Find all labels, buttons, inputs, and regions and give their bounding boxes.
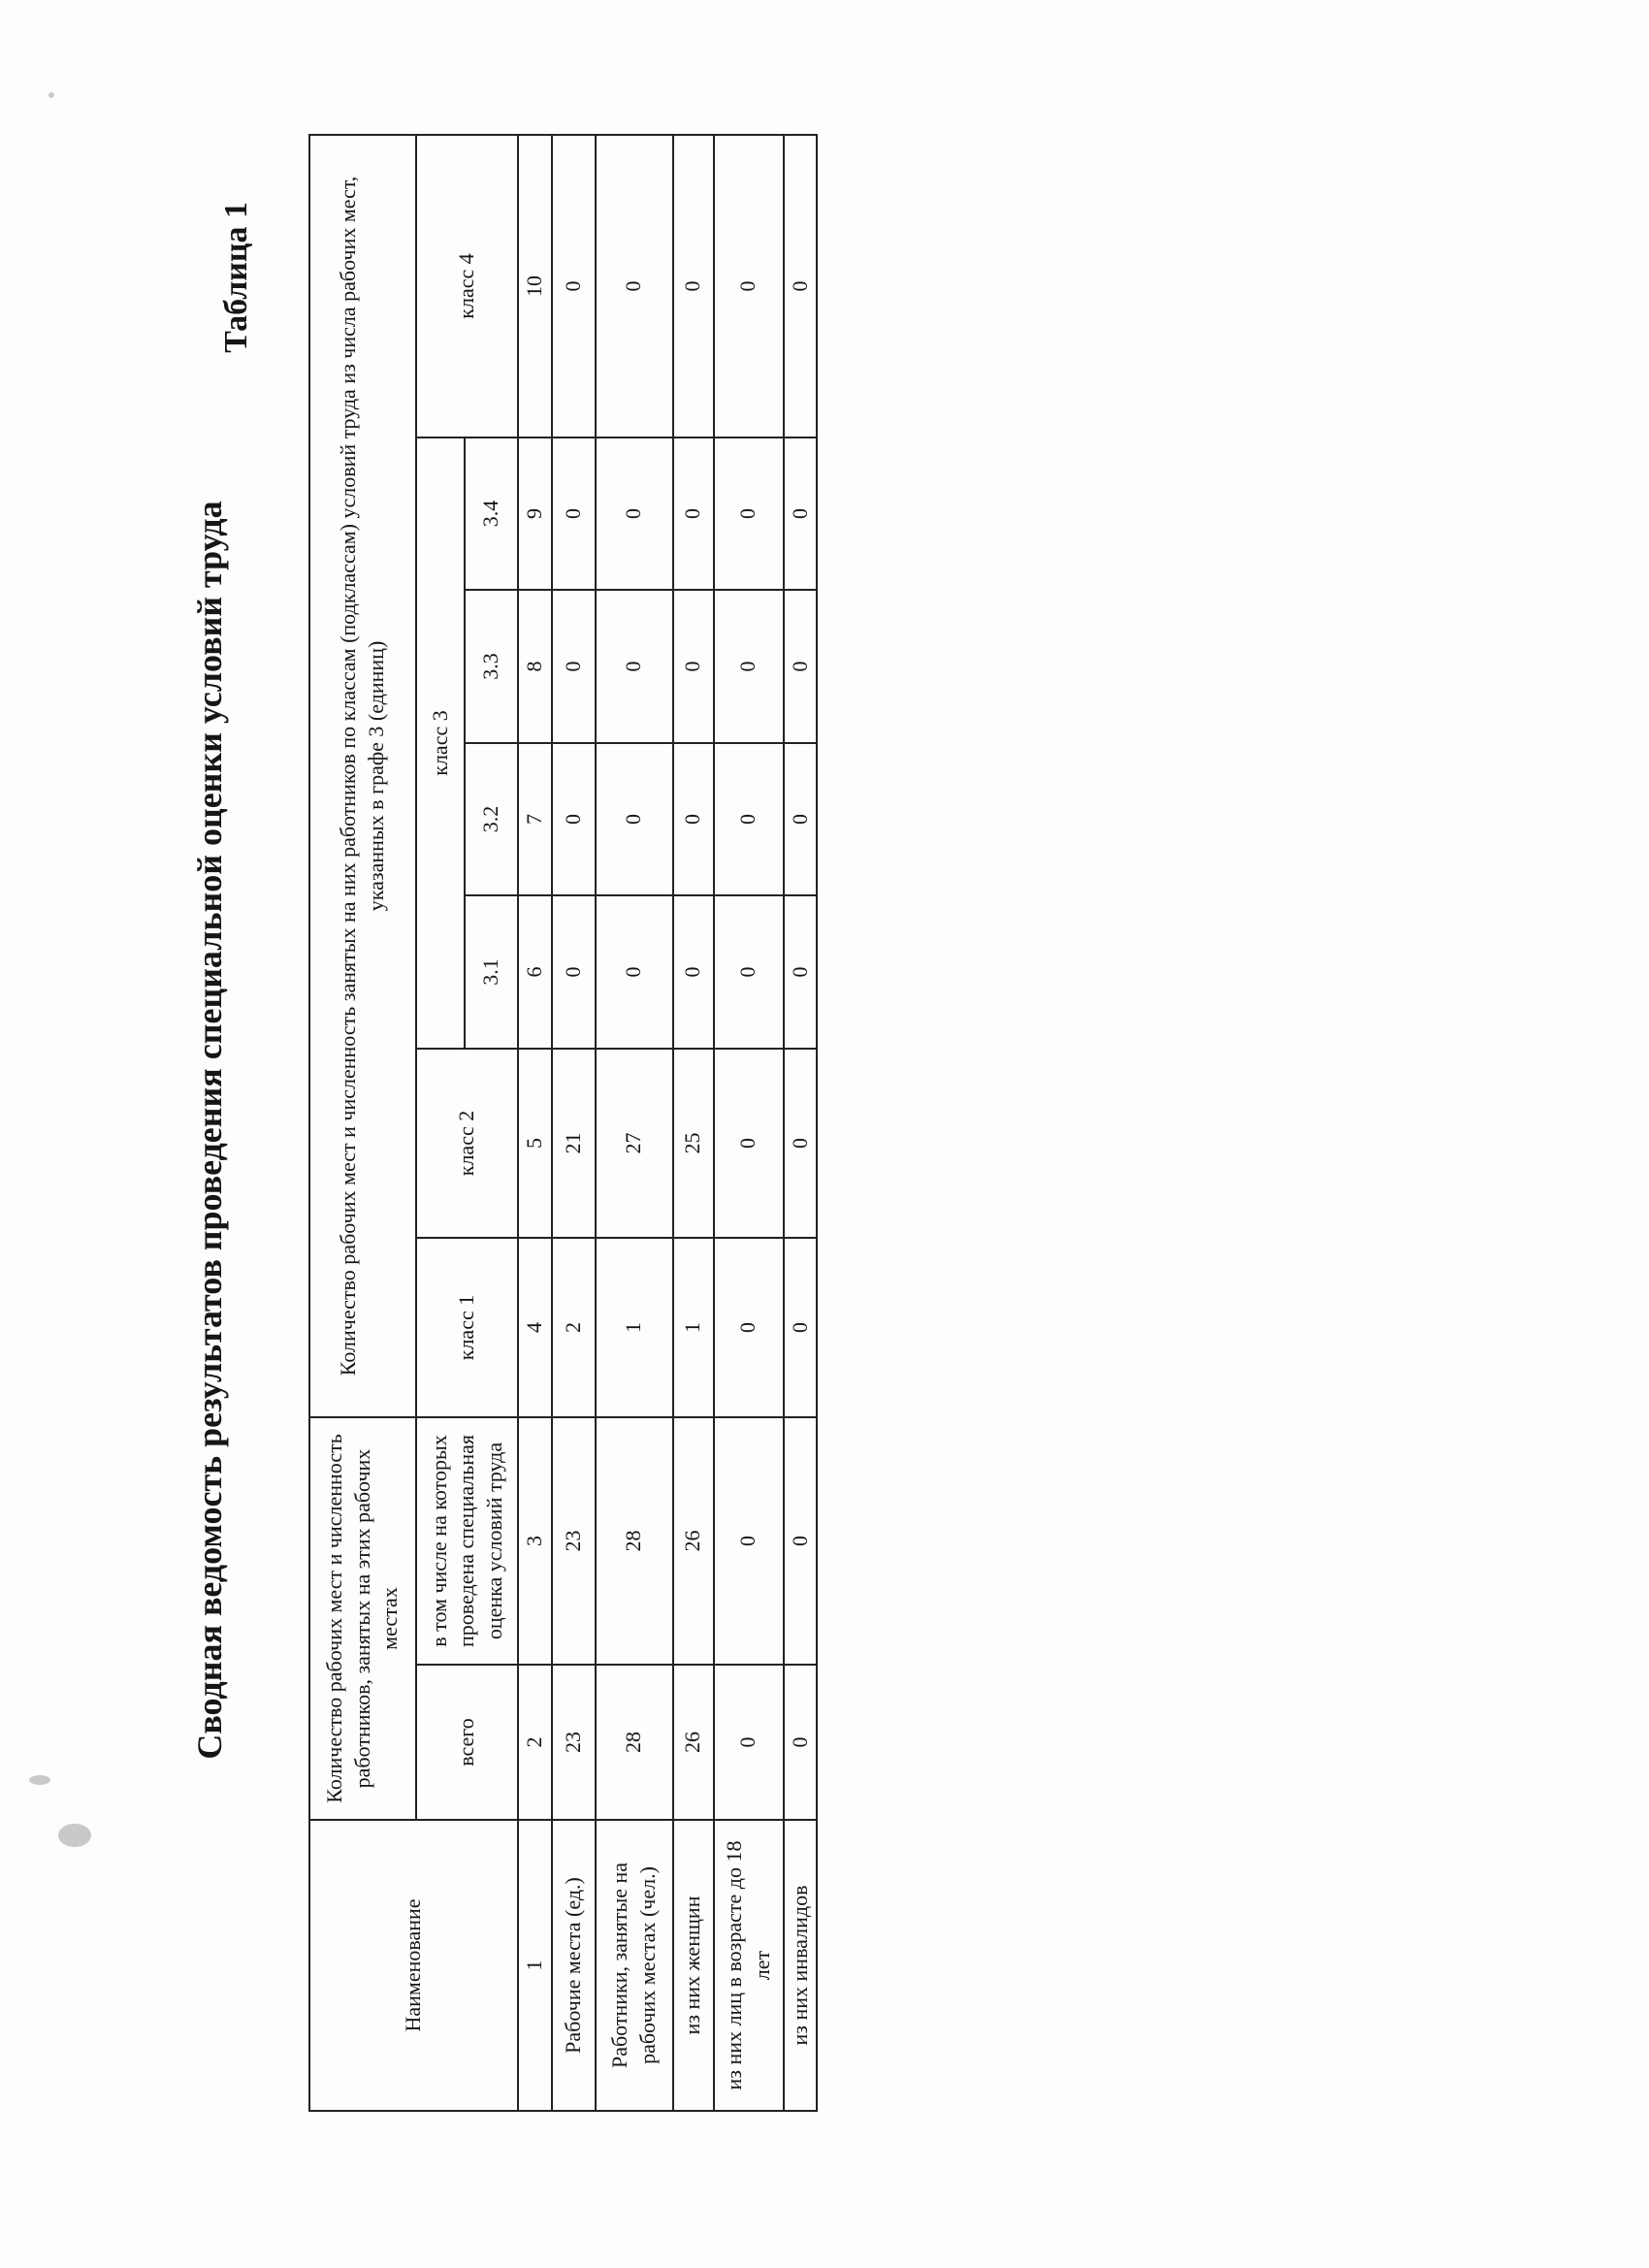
- cell-value: 0: [784, 135, 818, 437]
- header-group-a: Количество рабочих мест и численность работников, занятых на этих рабочих местах: [309, 1417, 416, 1820]
- header-class2: класс 2: [416, 1049, 518, 1238]
- cell-value: 21: [552, 1049, 596, 1238]
- cell-value: 26: [673, 1417, 714, 1665]
- cell-value: 23: [552, 1665, 596, 1820]
- column-number: 7: [518, 743, 552, 895]
- column-number: 9: [518, 437, 552, 590]
- cell-value: 0: [784, 743, 818, 895]
- cell-value: 0: [714, 1417, 784, 1665]
- header-row-2: [416, 135, 465, 2111]
- row-label: Рабочие места (ед.): [552, 1820, 596, 2111]
- table-row-workers: [596, 135, 673, 2111]
- cell-value: 0: [714, 437, 784, 590]
- column-number: 10: [518, 135, 552, 437]
- cell-value: 0: [784, 1665, 818, 1820]
- header-row-1: [309, 135, 416, 2111]
- column-number-row: [518, 135, 552, 2111]
- cell-value: 0: [552, 743, 596, 895]
- document-title: Сводная ведомость результатов проведения специальной оценки условий труда: [190, 501, 229, 1760]
- header-total: всего: [416, 1665, 518, 1820]
- cell-value: 0: [714, 743, 784, 895]
- table-row-women: [673, 135, 714, 2111]
- cell-value: 25: [673, 1049, 714, 1238]
- cell-value: 1: [673, 1238, 714, 1417]
- header-group-b: Количество рабочих мест и численность занятых на них работников по классам (подклассам) условий труда из числа рабочих мест, указанных в графе 3 (единиц): [309, 135, 416, 1417]
- cell-value: 0: [552, 895, 596, 1049]
- column-number: 8: [518, 590, 552, 743]
- row-label: из них женщин: [673, 1820, 714, 2111]
- cell-value: 0: [714, 590, 784, 743]
- cell-value: 23: [552, 1417, 596, 1665]
- cell-value: 0: [714, 135, 784, 437]
- cell-value: 27: [596, 1049, 673, 1238]
- header-sub-3-3: 3.3: [465, 590, 518, 743]
- cell-value: 0: [784, 895, 818, 1049]
- cell-value: 0: [714, 1049, 784, 1238]
- column-number: 1: [518, 1820, 552, 2111]
- cell-value: 0: [596, 895, 673, 1049]
- cell-value: 0: [673, 437, 714, 590]
- cell-value: 0: [673, 590, 714, 743]
- header-sub-3-2: 3.2: [465, 743, 518, 895]
- column-number: 6: [518, 895, 552, 1049]
- table-row-workplaces: [552, 135, 596, 2111]
- cell-value: 0: [552, 590, 596, 743]
- header-sout: в том числе на которых проведена специальная оценка условий труда: [416, 1417, 518, 1665]
- header-sub-3-4: 3.4: [465, 437, 518, 590]
- header-name: Наименование: [309, 1820, 518, 2111]
- header-class4: класс 4: [416, 135, 518, 437]
- cell-value: 0: [596, 743, 673, 895]
- cell-value: 0: [552, 437, 596, 590]
- cell-value: 0: [714, 895, 784, 1049]
- table-row-under-18: [714, 135, 784, 2111]
- column-number: 4: [518, 1238, 552, 1417]
- cell-value: 0: [784, 437, 818, 590]
- cell-value: 28: [596, 1665, 673, 1820]
- header-class1: класс 1: [416, 1238, 518, 1417]
- cell-value: 28: [596, 1417, 673, 1665]
- header-sub-3-1: 3.1: [465, 895, 518, 1049]
- row-label: Работники, занятые на рабочих местах (чел.): [596, 1820, 673, 2111]
- cell-value: 0: [596, 135, 673, 437]
- table-row-disabled: [784, 135, 818, 2111]
- cell-value: 0: [784, 590, 818, 743]
- cell-value: 0: [673, 743, 714, 895]
- cell-value: 0: [596, 437, 673, 590]
- summary-table: [308, 134, 818, 2112]
- cell-value: 0: [784, 1417, 818, 1665]
- row-label: из них лиц в возрасте до 18 лет: [714, 1820, 784, 2111]
- column-number: 2: [518, 1665, 552, 1820]
- cell-value: 0: [673, 895, 714, 1049]
- row-label: из них инвалидов: [784, 1820, 818, 2111]
- header-class3: класс 3: [416, 437, 465, 1049]
- cell-value: 26: [673, 1665, 714, 1820]
- table-caption: Таблица 1: [218, 202, 254, 353]
- cell-value: 0: [784, 1238, 818, 1417]
- column-number: 3: [518, 1417, 552, 1665]
- column-number: 5: [518, 1049, 552, 1238]
- cell-value: 0: [784, 1049, 818, 1238]
- cell-value: 0: [552, 135, 596, 437]
- cell-value: 0: [596, 590, 673, 743]
- cell-value: 1: [596, 1238, 673, 1417]
- cell-value: 0: [673, 135, 714, 437]
- cell-value: 2: [552, 1238, 596, 1417]
- cell-value: 0: [714, 1665, 784, 1820]
- cell-value: 0: [714, 1238, 784, 1417]
